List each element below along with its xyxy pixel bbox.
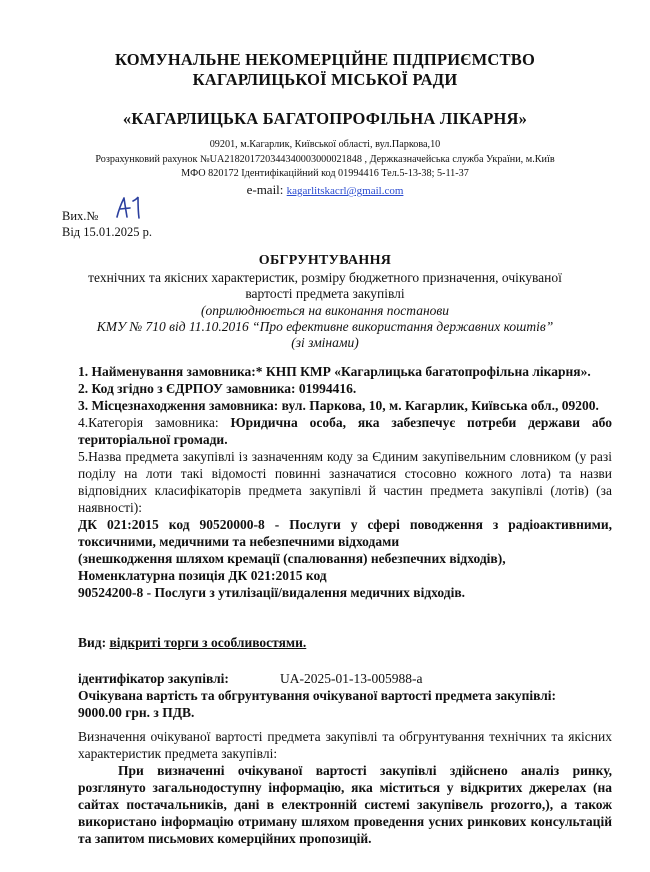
item-category-value: Юридична особа, яка забезпечує потреби держави або територіальної громади. <box>78 415 612 447</box>
procurement-id-row <box>78 670 612 687</box>
item-location: 3. Місцезнаходження замовника: вул. Паркова, 10, м. Кагарлик, Київська обл., 09200. <box>78 398 599 413</box>
item-subject: 5.Назва предмета закупівлі із зазначенням коду за Єдиним закупівельним словником (у разі поділу на лоти такі відомості повинні зазначатися стосовно кожного лота) та назви відповідних класифікаторів предмета закупівлі й частин предмета закупівлі (лотів) (за наявності): <box>78 449 612 515</box>
item-customer-name <box>78 363 612 380</box>
nomenclature-label: Номенклатурна позиція ДК 021:2015 код <box>78 568 327 583</box>
justification-intro: Визначення очікуваної вартості предмета закупівлі та обгрунтування технічних та якісних характеристик предмета закупівлі: <box>78 729 612 761</box>
nomenclature-code: 90524200-8 - Послуги з утилізації/видалення медичних відходів. <box>78 585 466 600</box>
org-name-line1: КОМУНАЛЬНЕ НЕКОМЕРЦІЙНЕ ПІДПРИЄМСТВО <box>114 50 535 69</box>
ident-section <box>78 670 612 721</box>
bank-account-line: Розрахунковий рахунок №UA218201720344340003000021848 , Держказначейська служба України, м.Київ <box>95 154 555 165</box>
procurement-id-label: ідентифікатор закупівлі: <box>78 671 229 686</box>
procedure-type <box>78 634 612 651</box>
expected-cost-title: Очікувана вартість та обгрунтування очікуваної вартості предмета закупівлі: <box>78 688 557 703</box>
date-line: Від 15.01.2025 р. <box>62 225 153 239</box>
hospital-name: «КАГАРЛИЦЬКА БАГАТОПРОФІЛЬНА ЛІКАРНЯ» <box>122 109 528 128</box>
ref-number-label: Вих.№ <box>62 209 99 223</box>
procurement-id-value: UA-2025-01-13-005988-a <box>280 671 423 686</box>
item-customer-name-label: 1. Найменування замовника:* <box>78 364 266 379</box>
doc-subtitle-line2: вартості предмета закупівлі <box>245 286 405 301</box>
justification-text: При визначенні очікуваної вартості закупівлі здійснено аналіз ринку, розглянуто загальнодоступну інформацію, яка міститься у відкритих джерелах (на сайтах постачальників, дані в електронній системі закупівель prozorro,), а також використано інформацію отриману шляхом проведення усних ринкових консультацій та запитом письмових комерційних пропозицій. <box>78 763 612 846</box>
handwritten-number-signature <box>114 195 144 221</box>
doc-note-line3: (зі змінами) <box>291 335 359 350</box>
email-line <box>0 181 650 199</box>
justification-section <box>78 728 612 847</box>
mfo-line: МФО 820172 Ідентифікаційний код 01994416 Тел.5-13-38; 5-11-37 <box>181 168 469 179</box>
item-edrpou: 2. Код згідно з ЄДРПОУ замовника: 01994416. <box>78 381 357 396</box>
dk-code-main: ДК 021:2015 код 90520000-8 - Послуги у сфері поводження з радіоактивними, токсичними, медичними та небезпечними відходами <box>78 517 612 549</box>
address-line: 09201, м.Кагарлик, Київської області, вул.Паркова,10 <box>209 139 441 150</box>
procedure-type-label: Вид: <box>78 635 110 650</box>
procedure-type-value: відкриті торги з особливостями. <box>109 635 307 650</box>
doc-subtitle-line1: технічних та якісних характеристик, розміру бюджетного призначення, очікуваної <box>88 270 562 285</box>
dk-code-detail: (знешкодження шляхом кремації (спалювання) небезпечних відходів), <box>78 551 506 566</box>
items-section <box>78 363 612 601</box>
item-category <box>78 414 612 448</box>
email-link[interactable]: kagarlitskacrl@gmail.com <box>286 185 404 197</box>
email-label: e-mail: <box>246 182 287 197</box>
item-category-label: 4.Категорія замовника: <box>78 415 231 430</box>
doc-title: ОБГРУНТУВАННЯ <box>258 253 392 268</box>
doc-note-line2: КМУ № 710 від 11.10.2016 “Про ефективне використання державних коштів” <box>96 319 554 334</box>
org-name-line2: КАГАРЛИЦЬКОЇ МІСЬКОЇ РАДИ <box>192 70 458 89</box>
doc-note-line1: (оприлюднюється на виконання постанови <box>200 303 450 318</box>
expected-cost-value: 9000.00 грн. з ПДВ. <box>78 705 195 720</box>
item-customer-name-value: КНП КМР «Кагарлицька багатопрофільна лікарня». <box>265 364 591 379</box>
